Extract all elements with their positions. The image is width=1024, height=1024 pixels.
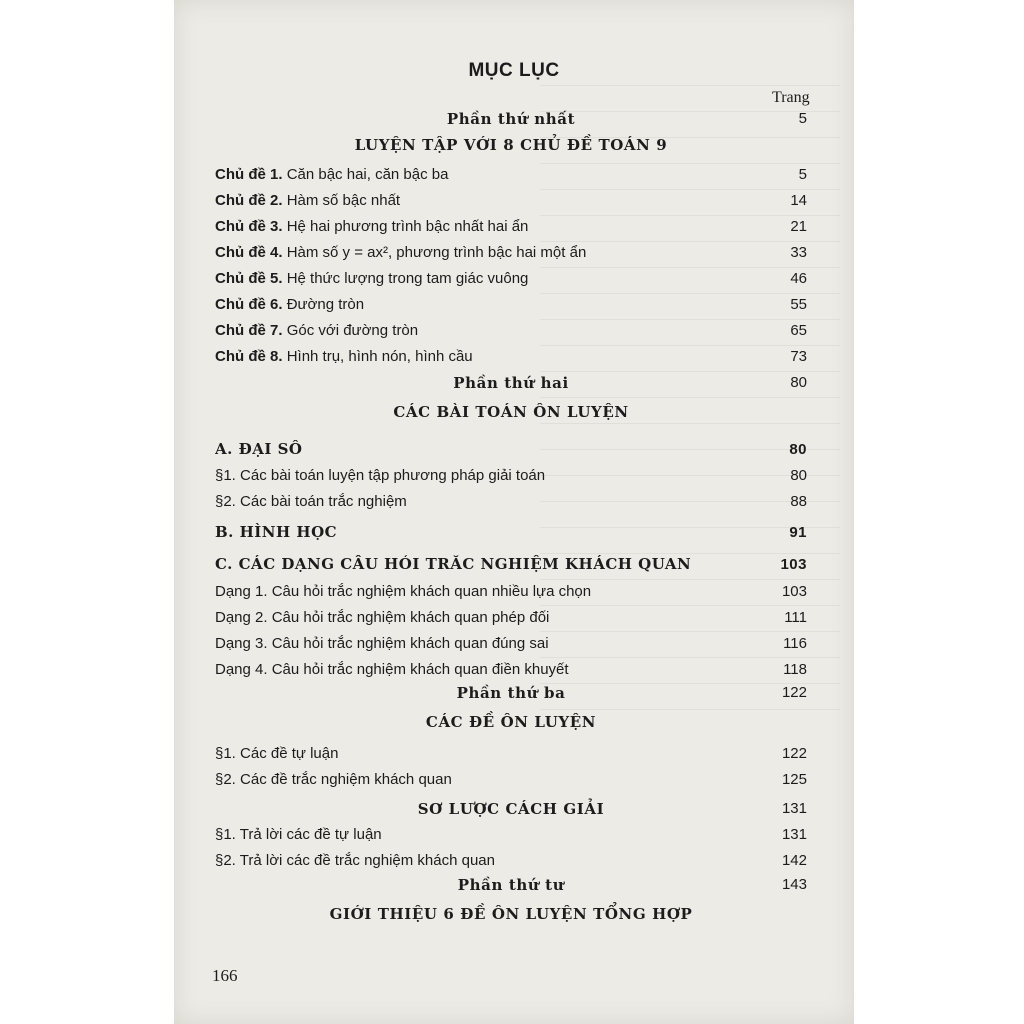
- toc-entry-label: §1. Các bài toán luyện tập phương pháp giải toán: [215, 467, 546, 484]
- topic-title: Hệ thức lượng trong tam giác vuông: [286, 270, 529, 287]
- toc-section-title: SƠ LƯỢC CÁCH GIẢI: [417, 800, 605, 818]
- toc-page-number: 21: [790, 218, 807, 235]
- topic-prefix: Chủ đề 1.: [215, 166, 283, 183]
- left-background: [0, 0, 174, 1024]
- toc-page-number: 80: [789, 441, 807, 458]
- toc-entry: [215, 523, 807, 547]
- topic-prefix: Chủ đề 7.: [215, 322, 283, 339]
- topic-prefix: Chủ đề 2.: [215, 192, 283, 209]
- topic-prefix: Chủ đề 8.: [215, 348, 283, 365]
- toc-heading-label: A. ĐẠI SỐ: [215, 440, 303, 458]
- toc-entry-label: [215, 218, 767, 235]
- toc-entry: [215, 296, 807, 320]
- toc-entry: [215, 244, 807, 268]
- topic-title: Hình trụ, hình nón, hình cầu: [286, 348, 473, 365]
- toc-page-number: 33: [790, 244, 807, 261]
- toc-page-number: 125: [781, 771, 807, 788]
- toc-entry-label: [215, 296, 767, 313]
- toc-page-number: 5: [798, 110, 807, 127]
- toc-page-number: 122: [781, 684, 807, 701]
- toc-page-number: 131: [781, 826, 807, 843]
- toc-entry: [215, 322, 807, 346]
- toc-page-number: 65: [790, 322, 807, 339]
- toc-section-title: Phần thứ ba: [456, 684, 566, 702]
- topic-title: Hệ hai phương trình bậc nhất hai ẩn: [286, 218, 529, 235]
- toc-entry: [215, 745, 807, 769]
- toc-entry-label: [215, 192, 767, 209]
- toc-section-title: CÁC BÀI TOÁN ÔN LUYỆN: [393, 403, 629, 421]
- topic-title: Hàm số y = ax², phương trình bậc hai một ẩn: [286, 244, 587, 261]
- toc-entry: [215, 218, 807, 242]
- toc-heading-label: B. HÌNH HỌC: [215, 523, 338, 541]
- toc-page-number: 142: [781, 852, 807, 869]
- page-column-header: Trang: [772, 89, 810, 106]
- page-number: 166: [212, 966, 238, 985]
- toc-entry-label: [215, 166, 767, 183]
- toc-entry: [215, 852, 807, 876]
- toc-entry: [215, 270, 807, 294]
- toc-entry-label: §2. Các bài toán trắc nghiệm: [215, 493, 407, 510]
- topic-prefix: Chủ đề 4.: [215, 244, 283, 261]
- toc-entry: [215, 493, 807, 517]
- toc-entry: [215, 192, 807, 216]
- toc-entry-label: [215, 270, 767, 287]
- toc-page-number: 46: [790, 270, 807, 287]
- toc-page-number: 80: [790, 374, 807, 391]
- toc-page-number: 116: [783, 635, 807, 652]
- toc-page-number: 14: [790, 192, 807, 209]
- toc-entry: [215, 440, 807, 464]
- toc-entry: [215, 826, 807, 850]
- toc-entry: [215, 583, 807, 607]
- toc-entry-label: Dạng 2. Câu hỏi trắc nghiệm khách quan phép đối: [215, 609, 550, 626]
- toc-section-title: Phần thứ nhất: [446, 110, 576, 128]
- toc-entry-label: §1. Trả lời các đề tự luận: [215, 826, 382, 843]
- toc-title: MỤC LỤC: [468, 60, 560, 81]
- toc-page-number: 143: [781, 876, 807, 893]
- toc-page-number: 73: [790, 348, 807, 365]
- toc-entry: [215, 771, 807, 795]
- topic-prefix: Chủ đề 5.: [215, 270, 283, 287]
- topic-title: Đường tròn: [286, 296, 365, 313]
- toc-page-number: 91: [789, 524, 807, 541]
- toc-page-number: 118: [783, 661, 807, 678]
- toc-entry-label: Dạng 1. Câu hỏi trắc nghiệm khách quan nhiều lựa chọn: [215, 583, 592, 600]
- toc-entry-label: [215, 322, 767, 339]
- toc-heading-label: C. CÁC DẠNG CÂU HỎI TRẮC NGHIỆM KHÁCH QUAN: [215, 555, 692, 573]
- toc-page-number: 80: [790, 467, 807, 484]
- toc-page-number: 122: [781, 745, 807, 762]
- toc-page-number: 103: [781, 583, 807, 600]
- topic-title: Căn bậc hai, căn bậc ba: [286, 166, 449, 183]
- topic-prefix: Chủ đề 3.: [215, 218, 283, 235]
- toc-section-title: LUYỆN TẬP VỚI 8 CHỦ ĐỀ TOÁN 9: [354, 136, 668, 154]
- toc-entry: [215, 635, 807, 659]
- toc-section-title: CÁC ĐỀ ÔN LUYỆN: [425, 713, 597, 731]
- toc-entry-label: §2. Trả lời các đề trắc nghiệm khách quan: [215, 852, 495, 869]
- right-background: [854, 0, 1024, 1024]
- toc-entry-label: [215, 348, 767, 365]
- toc-entry: [215, 609, 807, 633]
- toc-entry: [215, 467, 807, 491]
- toc-section-title: GIỚI THIỆU 6 ĐỀ ÔN LUYỆN TỔNG HỢP: [329, 905, 693, 923]
- topic-prefix: Chủ đề 6.: [215, 296, 283, 313]
- toc-entry-label: Dạng 3. Câu hỏi trắc nghiệm khách quan đúng sai: [215, 635, 549, 652]
- toc-entry: [215, 166, 807, 190]
- toc-entry-label: §1. Các đề tự luận: [215, 745, 339, 762]
- toc-page-number: 111: [784, 609, 807, 626]
- toc-entry-label: [215, 244, 767, 261]
- toc-page-number: 88: [790, 493, 807, 510]
- toc-entry: [215, 555, 807, 579]
- topic-title: Góc với đường tròn: [286, 322, 419, 339]
- toc-entry: [215, 348, 807, 372]
- toc-page-number: 5: [798, 166, 807, 183]
- toc-section-title: Phần thứ tư: [457, 876, 565, 894]
- toc-entry-label: §2. Các đề trắc nghiệm khách quan: [215, 771, 452, 788]
- toc-page-number: 55: [790, 296, 807, 313]
- toc-entry-label: Dạng 4. Câu hỏi trắc nghiệm khách quan điền khuyết: [215, 661, 569, 678]
- toc-page-number: 103: [780, 556, 807, 573]
- toc-entry: [215, 661, 807, 685]
- toc-page-number: 131: [781, 800, 807, 817]
- topic-title: Hàm số bậc nhất: [286, 192, 401, 209]
- toc-section-title: Phần thứ hai: [453, 374, 569, 392]
